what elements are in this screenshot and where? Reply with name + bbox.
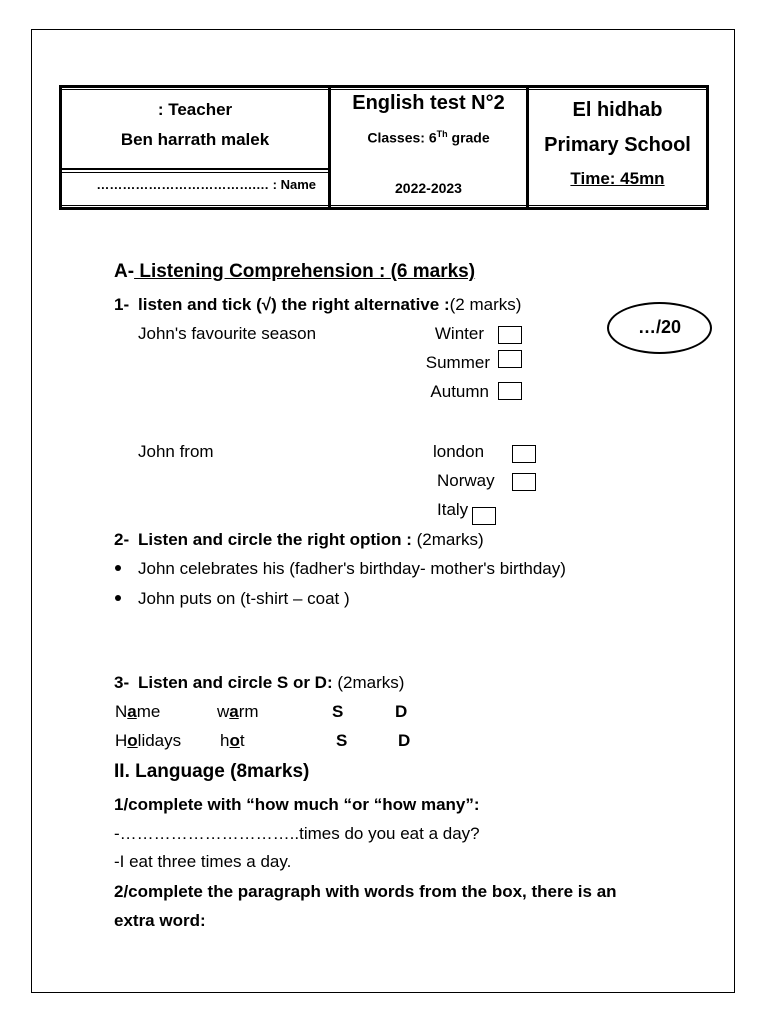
option-italy: Italy (437, 500, 469, 519)
b-q1-title: 1/complete with “how much “or “how many”: (114, 795, 480, 814)
q3-word-hot: hot (220, 731, 245, 750)
q2-number: 2- (114, 530, 130, 549)
school-name-line1: El hidhab (572, 99, 663, 121)
checkbox-winter[interactable] (498, 326, 522, 344)
q3-option-s[interactable]: S (332, 702, 344, 721)
q1-item2-label: John from (138, 442, 214, 461)
checkbox-norway[interactable] (512, 473, 536, 491)
q1-number: 1- (114, 295, 130, 314)
q3-instruction: Listen and circle S or D: (2marks) (138, 673, 405, 692)
q3-option-s[interactable]: S (336, 731, 348, 750)
section-a-heading: A- Listening Comprehension : (6 marks) (114, 261, 476, 282)
q2-instruction: Listen and circle the right option : (2marks) (138, 530, 484, 549)
header-inner-top-line (62, 89, 706, 90)
b-q1-line2: -I eat three times a day. (114, 852, 292, 871)
checkbox-autumn[interactable] (498, 382, 522, 400)
q3-option-d[interactable]: D (395, 702, 408, 721)
b-q2-title-line2: extra word: (114, 911, 206, 930)
bullet-dot (115, 595, 121, 601)
teacher-label: : Teacher (157, 100, 233, 119)
checkbox-summer[interactable] (498, 350, 522, 368)
bullet-dot (115, 565, 121, 571)
q3-word-holidays: Holidays (115, 731, 182, 750)
q2-bullet-1: John celebrates his (fadher's birthday- mother's birthday) (138, 559, 566, 578)
q3-word-name: Name (115, 702, 161, 721)
name-field[interactable]: ……………………………….… : Name (96, 177, 316, 192)
section-b-heading: II. Language (8marks) (114, 761, 310, 782)
option-summer: Summer (425, 353, 490, 372)
option-winter: Winter (434, 324, 484, 343)
q1-item1-label: John's favourite season (138, 324, 317, 343)
checkbox-london[interactable] (512, 445, 536, 463)
checkbox-italy[interactable] (472, 507, 496, 525)
test-title: English test N°2 (352, 92, 505, 114)
option-norway: Norway (437, 471, 495, 490)
header-inner-bottom-line (62, 205, 706, 206)
q3-word-warm: warm (217, 702, 259, 721)
q1-instruction: listen and tick (√) the right alternative :(2 marks) (138, 295, 522, 314)
classes-text: Classes: 6Th grade (367, 129, 490, 146)
q3-option-d[interactable]: D (398, 731, 411, 750)
option-london: london (433, 442, 485, 461)
teacher-name: Ben harrath malek (120, 130, 270, 149)
b-q1-line1: -…………………………..times do you eat a day? (114, 824, 480, 843)
q2-bullet-2: John puts on (t-shirt – coat ) (138, 589, 350, 608)
option-autumn: Autumn (430, 382, 489, 401)
header-teacher-divider-2 (62, 172, 328, 173)
q3-number: 3- (114, 673, 130, 692)
school-year: 2022-2023 (395, 180, 462, 196)
b-q2-title-line1: 2/complete the paragraph with words from the box, there is an (114, 882, 617, 901)
score-text: …/20 (637, 317, 682, 337)
school-name-line2: Primary School (544, 134, 691, 156)
time-limit: Time: 45mn (570, 169, 665, 188)
header-teacher-divider (62, 168, 328, 170)
